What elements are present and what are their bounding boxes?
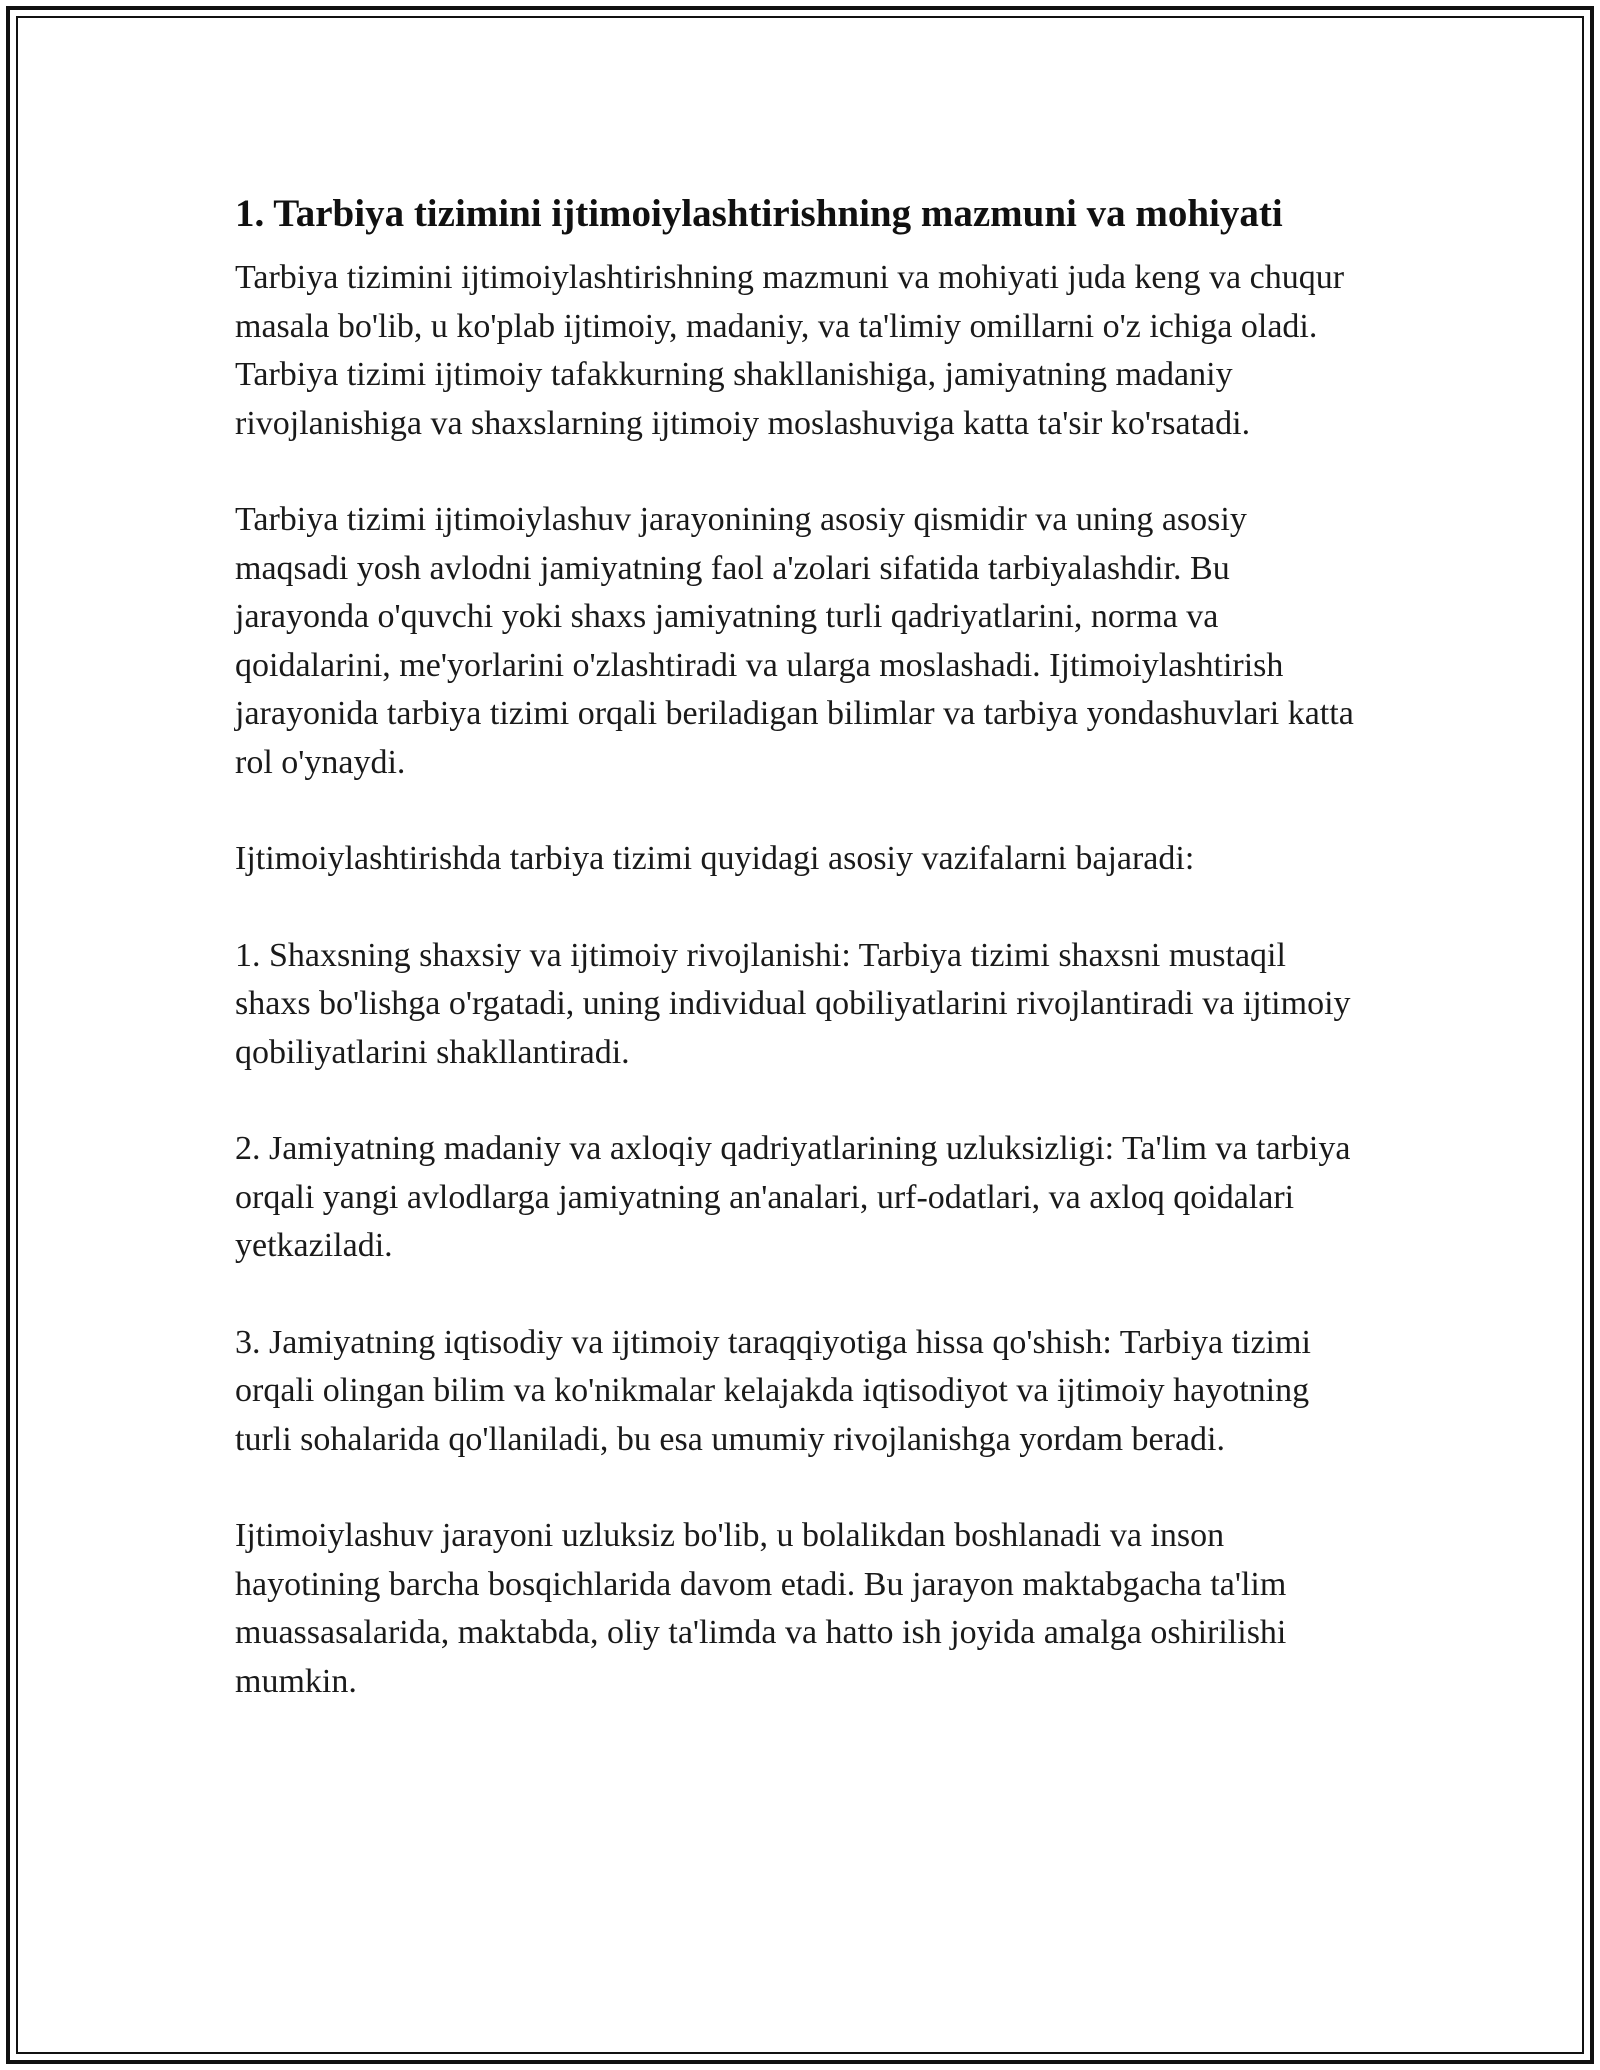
list-item-1: 1. Shaxsning shaxsiy va ijtimoiy rivojlanishi: Tarbiya tizimi shaxsni mustaqil shaxs bo'lishga o'rgatadi, uning individual qobiliyatlarini rivojlantiradi va ijtimoiy qobiliyatlarini shakllantiradi. bbox=[235, 936, 1351, 1071]
paragraph-functions-lead: Ijtimoiylashtirishda tarbiya tizimi quyidagi asosiy vazifalarni bajaradi: bbox=[235, 840, 1195, 877]
list-item-3: 3. Jamiyatning iqtisodiy va ijtimoiy taraqqiyotiga hissa qo'shish: Tarbiya tizimi orqali olingan bilim va ko'nikmalar kelajakda iqtisodiyot va ijtimoiy hayotning turli sohalarida qo'llaniladi, bu esa umumiy rivojlanishga yordam beradi. bbox=[235, 1323, 1311, 1458]
paragraph-socialization-process: Tarbiya tizimi ijtimoiylashuv jarayonining asosiy qismidir va uning asosiy maqsadi yosh avlodni jamiyatning faol a'zolari sifatida tarbiyalashdir. Bu jarayonda o'quvchi yoki shaxs jamiyatning turli qadriyatlarini, norma va qoidalarini, me'yorlarini o'zlashtiradi va ularga moslashadi. Ijtimoiylashtirish jarayonida tarbiya tizimi orqali beriladigan bilimlar va tarbiya yondashuvlari katta rol o'ynaydi. bbox=[235, 501, 1354, 781]
paragraph-conclusion: Ijtimoiylashuv jarayoni uzluksiz bo'lib, u bolalikdan boshlanadi va inson hayotining barcha bosqichlarida davom etadi. Bu jarayon maktabgacha ta'lim muassasalarida, maktabda, oliy ta'limda va hatto ish joyida amalga oshirilishi mumkin. bbox=[235, 1517, 1287, 1700]
document-body bbox=[235, 188, 1365, 1754]
section-heading: 1. Tarbiya tizimini ijtimoiylashtirishning mazmuni va mohiyati bbox=[235, 192, 1283, 235]
list-item-2: 2. Jamiyatning madaniy va axloqiy qadriyatlarining uzluksizligi: Ta'lim va tarbiya orqali yangi avlodlarga jamiyatning an'analari, urf-odatlari, va axloq qoidalari yetkaziladi. bbox=[235, 1130, 1351, 1264]
paragraph-intro: Tarbiya tizimini ijtimoiylashtirishning mazmuni va mohiyati juda keng va chuqur masala bo'lib, u ko'plab ijtimoiy, madaniy, va ta'limiy omillarni o'z ichiga oladi. Tarbiya tizimi ijtimoiy tafakkurning shakllanishiga, jamiyatning madaniy rivojlanishiga va shaxslarning ijtimoiy moslashuviga katta ta'sir ko'rsatadi. bbox=[235, 259, 1345, 442]
